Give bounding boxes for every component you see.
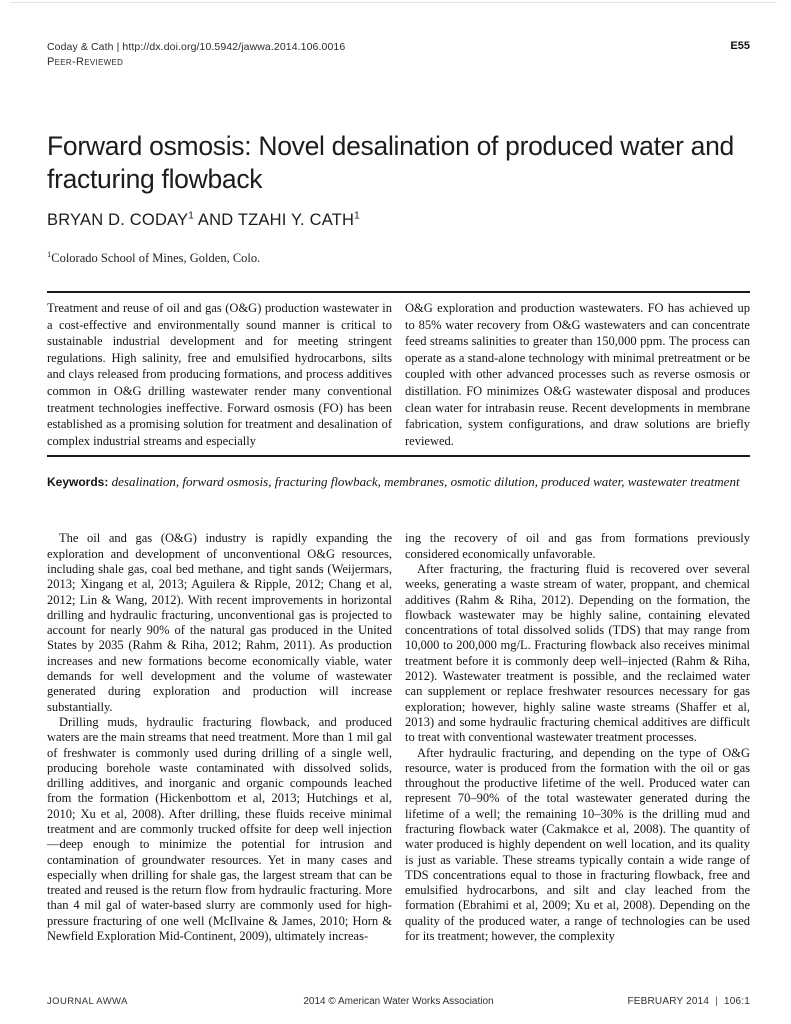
author-2-affiliation-mark: 1 bbox=[354, 210, 360, 222]
header-citation-block bbox=[47, 40, 345, 70]
affiliation-line bbox=[47, 248, 750, 266]
footer-journal-name: JOURNAL AWWA bbox=[47, 996, 128, 1007]
footer-issue-info bbox=[530, 996, 750, 1007]
abstract-top-rule bbox=[47, 291, 750, 293]
keywords-line bbox=[47, 473, 750, 491]
author-joiner: AND bbox=[194, 211, 238, 229]
citation-doi-text: Coday & Cath | http://dx.doi.org/10.5942/jawwa.2014.106.0016 bbox=[47, 41, 346, 53]
abstract-section bbox=[47, 300, 750, 449]
footer-separator: | bbox=[715, 996, 718, 1007]
peer-reviewed-label: Peer-Reviewed bbox=[47, 56, 124, 68]
body-paragraph: Drilling muds, hydraulic fracturing flowback, and produced waters are the main streams that need treatment. More than 1 mil gal of freshwater is commonly used during drilling of a single well, producing borehole waste contaminated with dissolved solids, drilling additives, and inorganic and organic compounds leached from the formation (Hickenbottom et al, 2013; Hutchings et al, 2010; Xu et al, 2008). After drilling, these fluids receive minimal treatment and are commonly trucked offsite for deep well injection—deep enough to minimize the potential for intrusion and contamination of groundwater resources. Yet in many cases and especially when drilling for shale gas, the largest stream that can be treated and reused is the return flow from hydraulic fracturing. More than 4 mil gal of water-based slurry are commonly used for high-pressure fracturing of one well (McIlvaine & James, 2010; Horn & Newfield Exploration Mid-Continent, 2009), ultimately increas- bbox=[47, 714, 392, 944]
affiliation-mark: 1 bbox=[47, 248, 52, 259]
abstract-bottom-rule bbox=[47, 455, 750, 457]
body-column-left bbox=[47, 531, 392, 944]
body-paragraph: After fracturing, the fracturing fluid is recovered over several weeks, generating a waste stream of water, proppant, and chemical additives (Rahm & Riha, 2012). Depending on the formation, the flowback wastewater may be highly saline, containing elevated concentrations of total dissolved solids (TDS) that may range from 10,000 to 200,000 mg/L. Fracturing flowback also receives minimal treatment before it is commonly deep well–injected (Rahm & Riha, 2012). Wastewater treatment is possible, and the reclaimed water can supplement or replace freshwater resources necessary for gas exploration; however, highly saline waste streams (Shaffer et al, 2013) and some hydraulic fracturing chemical additives are difficult to treat with conventional wastewater treatment processes. bbox=[405, 561, 750, 745]
page-number-label: E55 bbox=[730, 40, 750, 52]
author-2-name: TZAHI Y. CATH bbox=[237, 211, 355, 229]
body-text-section bbox=[47, 531, 750, 944]
body-paragraph: The oil and gas (O&G) industry is rapidly expanding the exploration and development of unconventional O&G resources, including shale gas, coal bed methane, and tight sands (Weijermars, 2013; Xingang et al, 2013; Aguilera & Ripple, 2012; Chang et al, 2012; Lin & Wang, 2012). With recent improvements in horizontal drilling and hydraulic fracturing, unconventional gas is projected to account for nearly 90% of the natural gas produced in the United States by 2035 (Rahm & Riha, 2012; Rahm, 2011). As production increases and new formations become economically viable, water demands for well development and the volume of wastewater generated during exploration and production will increase substantially. bbox=[47, 531, 392, 714]
page-footer bbox=[47, 996, 750, 1007]
abstract-column-left: Treatment and reuse of oil and gas (O&G) production wastewater in a cost-effective and environmentally sound manner is critical to sustainable industrial development and for meeting stringent regulations. High salinity, free and emulsified hydrocarbons, silts and clays released from producing formations, and process additives common in O&G drilling wastewater render many conventional treatment technologies ineffective. Forward osmosis (FO) has been established as a promising solution for treatment and desalination of complex industrial streams and especially bbox=[47, 301, 392, 448]
body-column-right bbox=[405, 531, 750, 944]
article-title: Forward osmosis: Novel desalination of produced water and fracturing flowback bbox=[47, 131, 734, 194]
keywords-label: Keywords: bbox=[47, 475, 109, 490]
keywords-list: desalination, forward osmosis, fracturing flowback, membranes, osmotic dilution, produced water, wastewater treatment bbox=[111, 474, 740, 490]
author-1-name: BRYAN D. CODAY bbox=[47, 211, 189, 229]
footer-issue-number: 106:1 bbox=[723, 996, 750, 1007]
page-content bbox=[47, 0, 750, 944]
body-paragraph-continuation: ing the recovery of oil and gas from formations previously considered economically unfavorable. bbox=[405, 531, 750, 561]
footer-copyright: 2014 © American Water Works Association bbox=[303, 996, 494, 1007]
footer-issue-date: FEBRUARY 2014 bbox=[627, 996, 710, 1007]
author-1-affiliation-mark: 1 bbox=[188, 210, 195, 222]
abstract-column-right: O&G exploration and production wastewaters. FO has achieved up to 85% water recovery from O&G wastewaters and can concentrate feed streams salinities to greater than 150,000 ppm. The process can operate as a stand-alone technology with minimal pretreatment or be coupled with other advanced processes such as reverse osmosis or distillation. FO minimizes O&G wastewater disposal and produces clean water for intrabasin reuse. Recent developments in membrane fabrication, system configurations, and draw solutions are briefly reviewed. bbox=[405, 301, 750, 448]
affiliation-text: Colorado School of Mines, Golden, Colo. bbox=[51, 251, 261, 265]
body-paragraph: After hydraulic fracturing, and depending on the type of O&G resource, water is produced from the formation with the oil or gas throughout the productive lifetime of the well. Produced water can represent 70–90% of the total wastewater generated during the lifetime of a well; the remaining 10–30% is the drilling mud and fracturing flowback water (Cakmakce et al, 2008). The quantity of water produced is highly dependent on well location, and its quality is just as variable. These streams typically contain a wide range of TDS concentrations equal to those in fracturing flowback, free and emulsified hydrocarbons, and silt and clay leached from the formation (Ebrahimi et al, 2009; Xu et al, 2008). Depending on the quality of the produced water, a range of technologies can be used for its treatment; however, the complexity bbox=[405, 745, 750, 944]
author-line bbox=[47, 211, 750, 230]
page-header bbox=[47, 40, 750, 70]
